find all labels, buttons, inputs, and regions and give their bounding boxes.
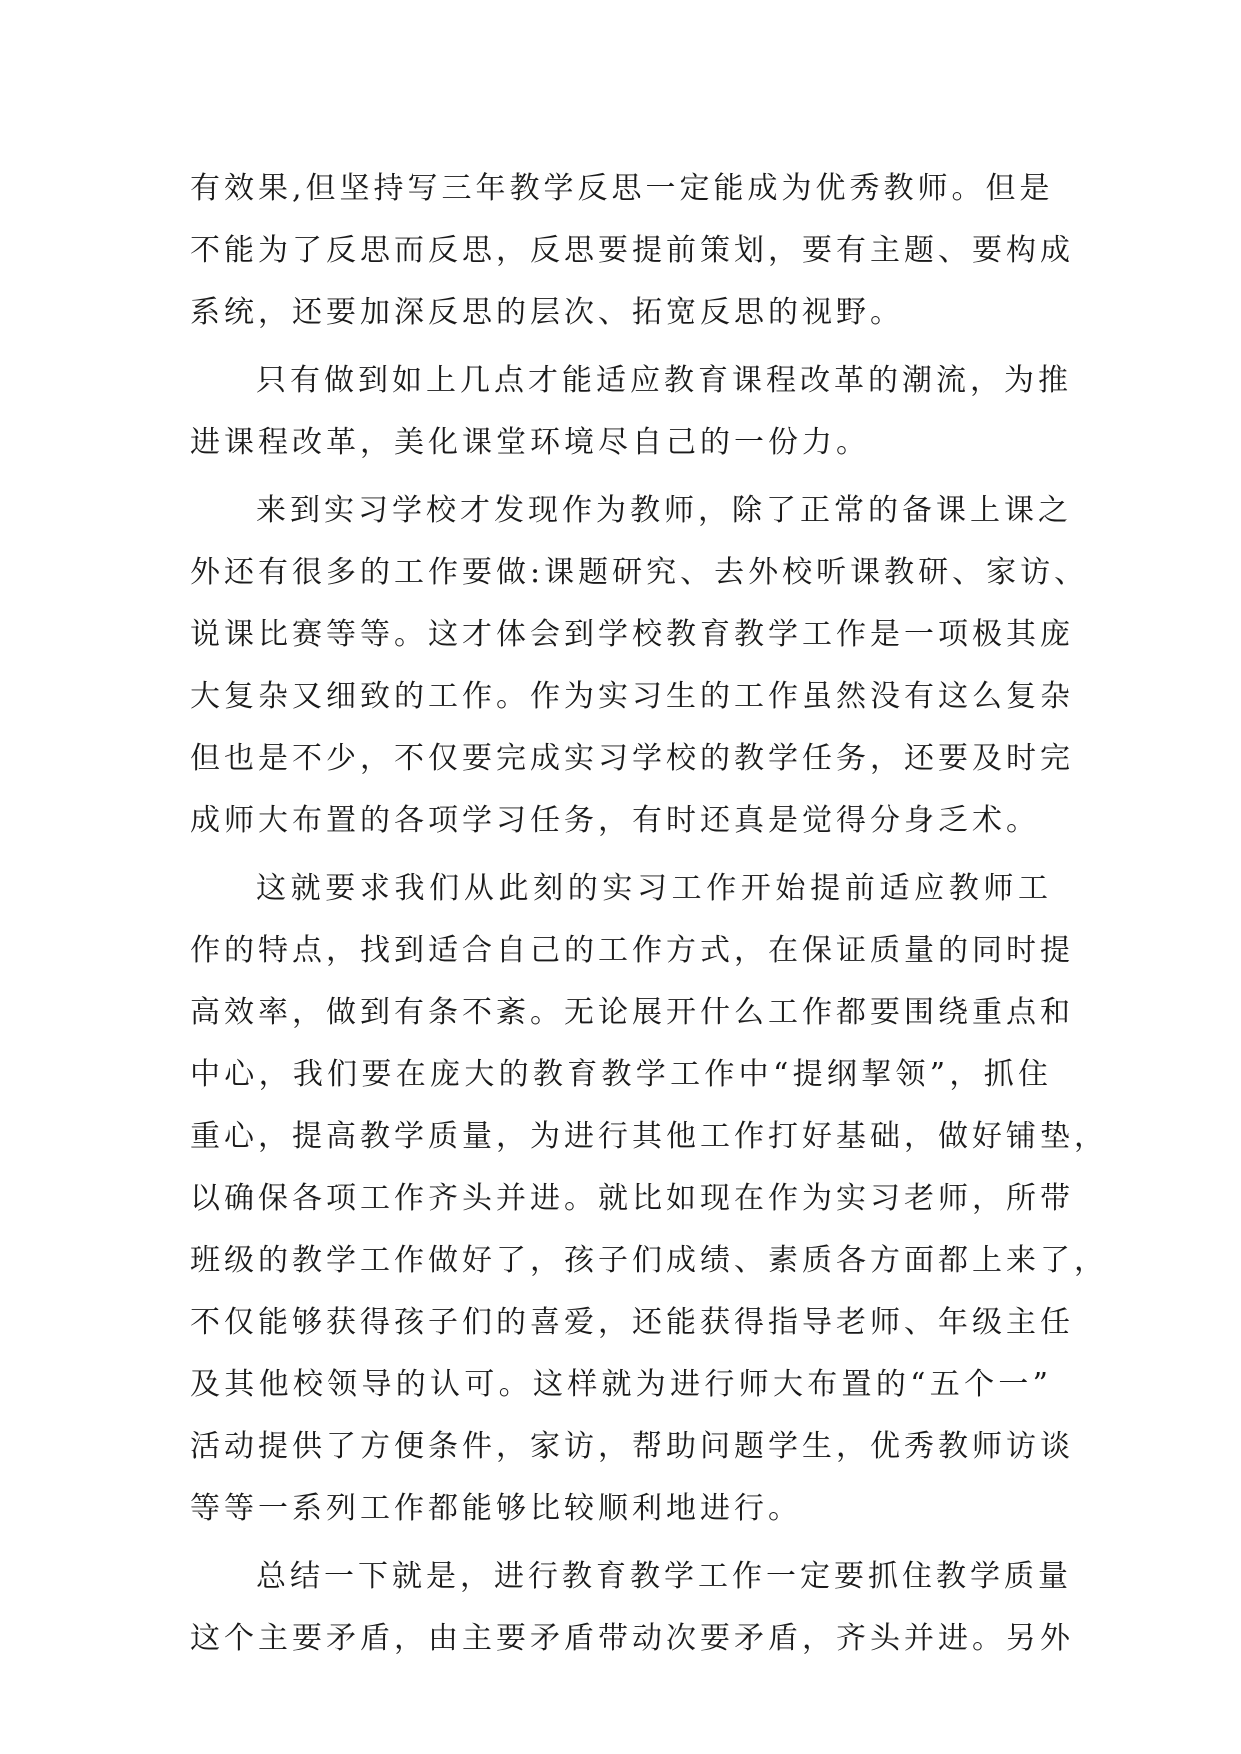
text-line: 进课程改革，美化课堂环境尽自己的一份力。	[190, 425, 870, 460]
text-line: 等等一系列工作都能够比较顺利地进行。	[190, 1491, 802, 1526]
text-line: 活动提供了方便条件，家访，帮助问题学生，优秀教师访谈	[190, 1429, 1074, 1464]
text-line: 重心，提高教学质量，为进行其他工作打好基础，做好铺垫，	[190, 1119, 1108, 1154]
text-line: 系统，还要加深反思的层次、拓宽反思的视野。	[190, 295, 904, 330]
paragraph	[190, 350, 1072, 474]
text-line: 外还有很多的工作要做:课题研究、去外校听课教研、家访、	[190, 555, 1089, 590]
text-line: 大复杂又细致的工作。作为实习生的工作虽然没有这么复杂	[190, 679, 1074, 714]
text-line: 成师大布置的各项学习任务，有时还真是觉得分身乏术。	[190, 803, 1040, 838]
text-line: 只有做到如上几点才能适应教育课程改革的潮流，为推	[256, 363, 1072, 398]
text-line: 不能为了反思而反思，反思要提前策划，要有主题、要构成	[190, 233, 1074, 268]
text-line: 高效率，做到有条不紊。无论展开什么工作都要围绕重点和	[190, 995, 1074, 1030]
text-line: 及其他校领导的认可。这样就为进行师大布置的“五个一”	[190, 1367, 1052, 1402]
text-line: 中心，我们要在庞大的教育教学工作中“提纲挈领”，抓住	[190, 1057, 1052, 1092]
text-line: 班级的教学工作做好了，孩子们成绩、素质各方面都上来了，	[190, 1243, 1108, 1278]
paragraph	[190, 158, 1074, 344]
paragraph	[190, 1546, 1074, 1670]
text-line: 这就要求我们从此刻的实习工作开始提前适应教师工	[256, 871, 1052, 906]
paragraph	[190, 480, 1089, 852]
text-line: 不仅能够获得孩子们的喜爱，还能获得指导老师、年级主任	[190, 1305, 1074, 1340]
text-line: 以确保各项工作齐头并进。就比如现在作为实习老师，所带	[190, 1181, 1074, 1216]
text-line: 但也是不少，不仅要完成实习学校的教学任务，还要及时完	[190, 741, 1074, 776]
text-line: 来到实习学校才发现作为教师，除了正常的备课上课之	[256, 493, 1072, 528]
text-line: 作的特点，找到适合自己的工作方式，在保证质量的同时提	[190, 933, 1074, 968]
paragraph	[190, 858, 1108, 1540]
text-line: 说课比赛等等。这才体会到学校教育教学工作是一项极其庞	[190, 617, 1074, 652]
text-line: 这个主要矛盾，由主要矛盾带动次要矛盾，齐头并进。另外	[190, 1621, 1074, 1656]
body-text	[190, 158, 1108, 1670]
text-line: 有效果,但坚持写三年教学反思一定能成为优秀教师。但是	[190, 171, 1054, 206]
text-line: 总结一下就是，进行教育教学工作一定要抓住教学质量	[256, 1559, 1072, 1594]
